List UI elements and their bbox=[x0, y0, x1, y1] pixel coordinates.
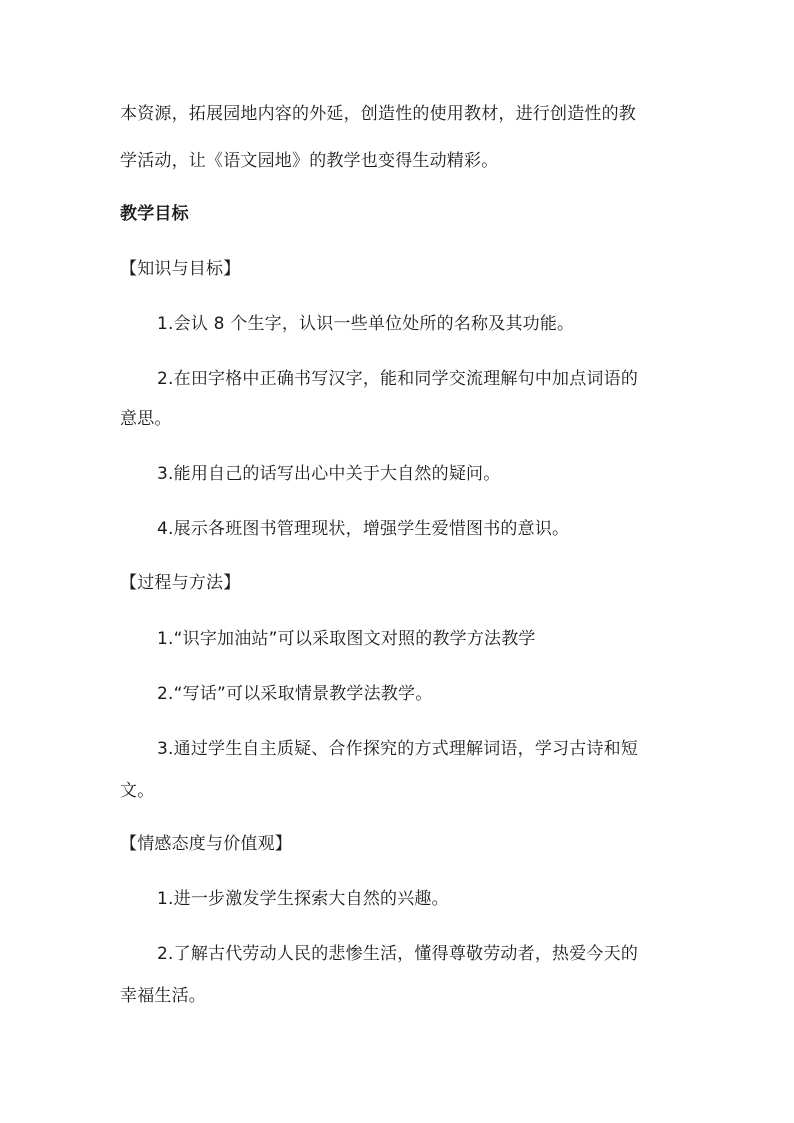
list-item: 3.能用自己的话写出心中关于大自然的疑问。 bbox=[157, 464, 501, 484]
list-item-continuation: 文。 bbox=[120, 781, 155, 801]
list-item: 1.“识字加油站”可以采取图文对照的教学方法教学 bbox=[157, 629, 536, 649]
section-heading: 教学目标 bbox=[120, 204, 189, 224]
list-item: 2.“写话”可以采取情景教学法教学。 bbox=[157, 684, 433, 704]
list-item: 3.通过学生自主质疑、合作探究的方式理解词语，学习古诗和短 bbox=[157, 739, 639, 759]
subsection-title: 【情感态度与价值观】 bbox=[120, 834, 292, 854]
subsection-title: 【过程与方法】 bbox=[120, 573, 241, 593]
list-item: 2.在田字格中正确书写汉字，能和同学交流理解句中加点词语的 bbox=[157, 369, 639, 389]
list-item: 2.了解古代劳动人民的悲惨生活，懂得尊敬劳动者，热爱今天的 bbox=[157, 944, 639, 964]
subsection-title: 【知识与目标】 bbox=[120, 259, 241, 279]
list-item: 1.进一步激发学生探索大自然的兴趣。 bbox=[157, 889, 449, 909]
list-item: 4.展示各班图书管理现状，增强学生爱惜图书的意识。 bbox=[157, 519, 570, 539]
intro-paragraph-line: 本资源，拓展园地内容的外延，创造性的使用教材，进行创造性的教 bbox=[120, 104, 636, 124]
intro-paragraph-line: 学活动，让《语文园地》的教学也变得生动精彩。 bbox=[120, 151, 499, 171]
list-item-continuation: 意思。 bbox=[120, 409, 172, 429]
list-item: 1.会认 8 个生字，认识一些单位处所的名称及其功能。 bbox=[157, 314, 575, 334]
list-item-continuation: 幸福生活。 bbox=[120, 986, 206, 1006]
